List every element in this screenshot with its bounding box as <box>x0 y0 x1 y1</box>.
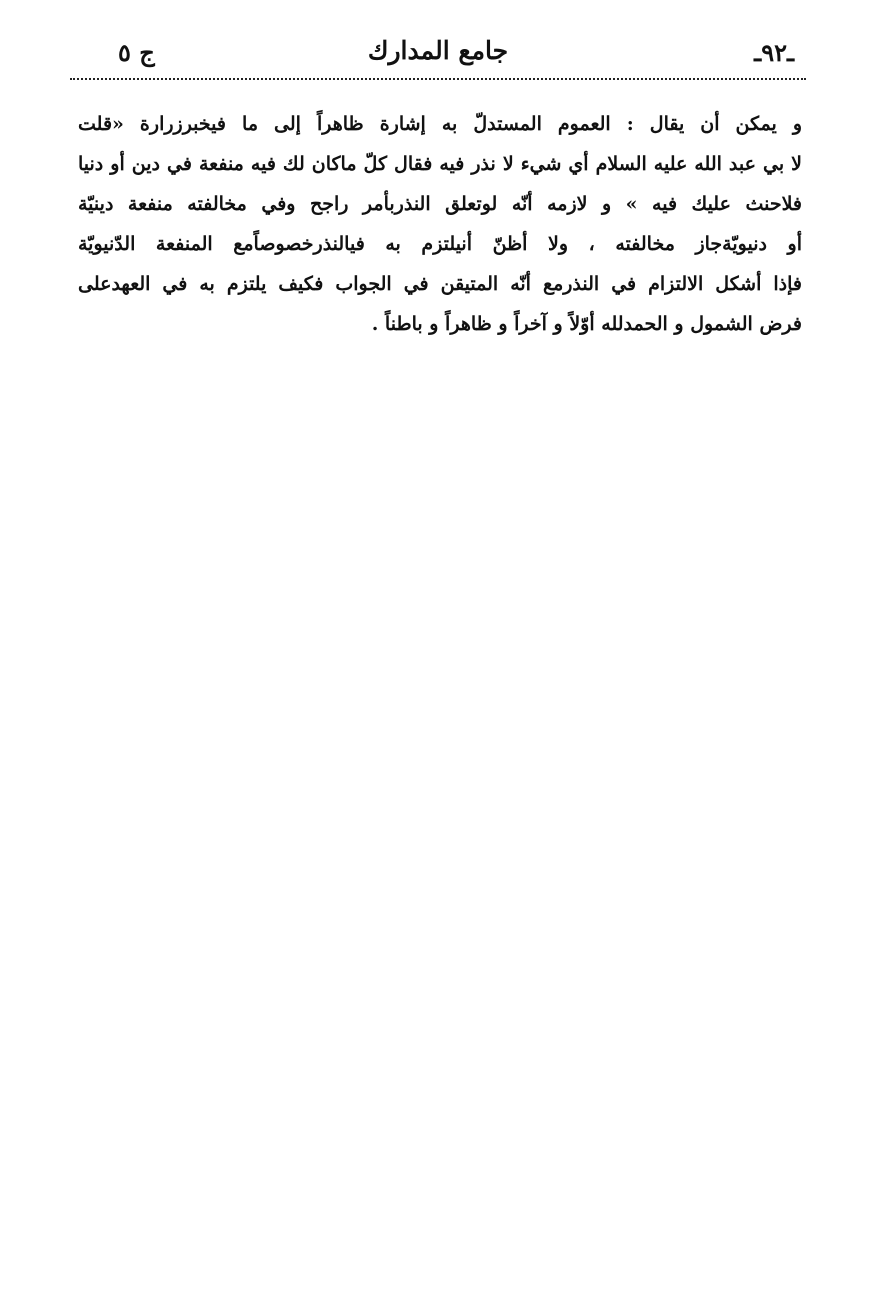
text-line: فرض الشمول و الحمدلله أوّلاً و آخراً و ظاهراً و باطناً . <box>371 313 802 335</box>
text-line: لا بي عبد الله عليه السلام أي شيء لا نذر فيه فقال كلّ ماكان لك فيه منفعة في دين أو دنيا <box>78 153 802 175</box>
volume-label: ج ٥ <box>118 38 155 67</box>
text-line: فلاحنث عليك فيه » و لازمه أنّه لوتعلق النذربأمر راجح وفي مخالفته منفعة دينيّة <box>78 193 802 215</box>
page-number: ـ٩٢ـ <box>754 38 794 67</box>
body-paragraph <box>78 104 802 344</box>
book-title: جامع المدارك <box>367 36 509 65</box>
text-line: و يمكن أن يقال : العموم المستدلّ به إشارة ظاهراً إلى ما فيخبرزرارة «قلت <box>78 113 802 135</box>
text-line: فإذا أشكل الالتزام في النذرمع أنّه المتيقن في الجواب فكيف يلتزم به في العهدعلى <box>78 273 802 295</box>
text-line: أو دنيويّةجاز مخالفته ، ولا أظنّ أنيلتزم به فيالنذرخصوصاًمع المنفعة الدّنيويّة <box>78 233 802 255</box>
header-divider <box>70 78 806 80</box>
running-header <box>70 32 806 76</box>
